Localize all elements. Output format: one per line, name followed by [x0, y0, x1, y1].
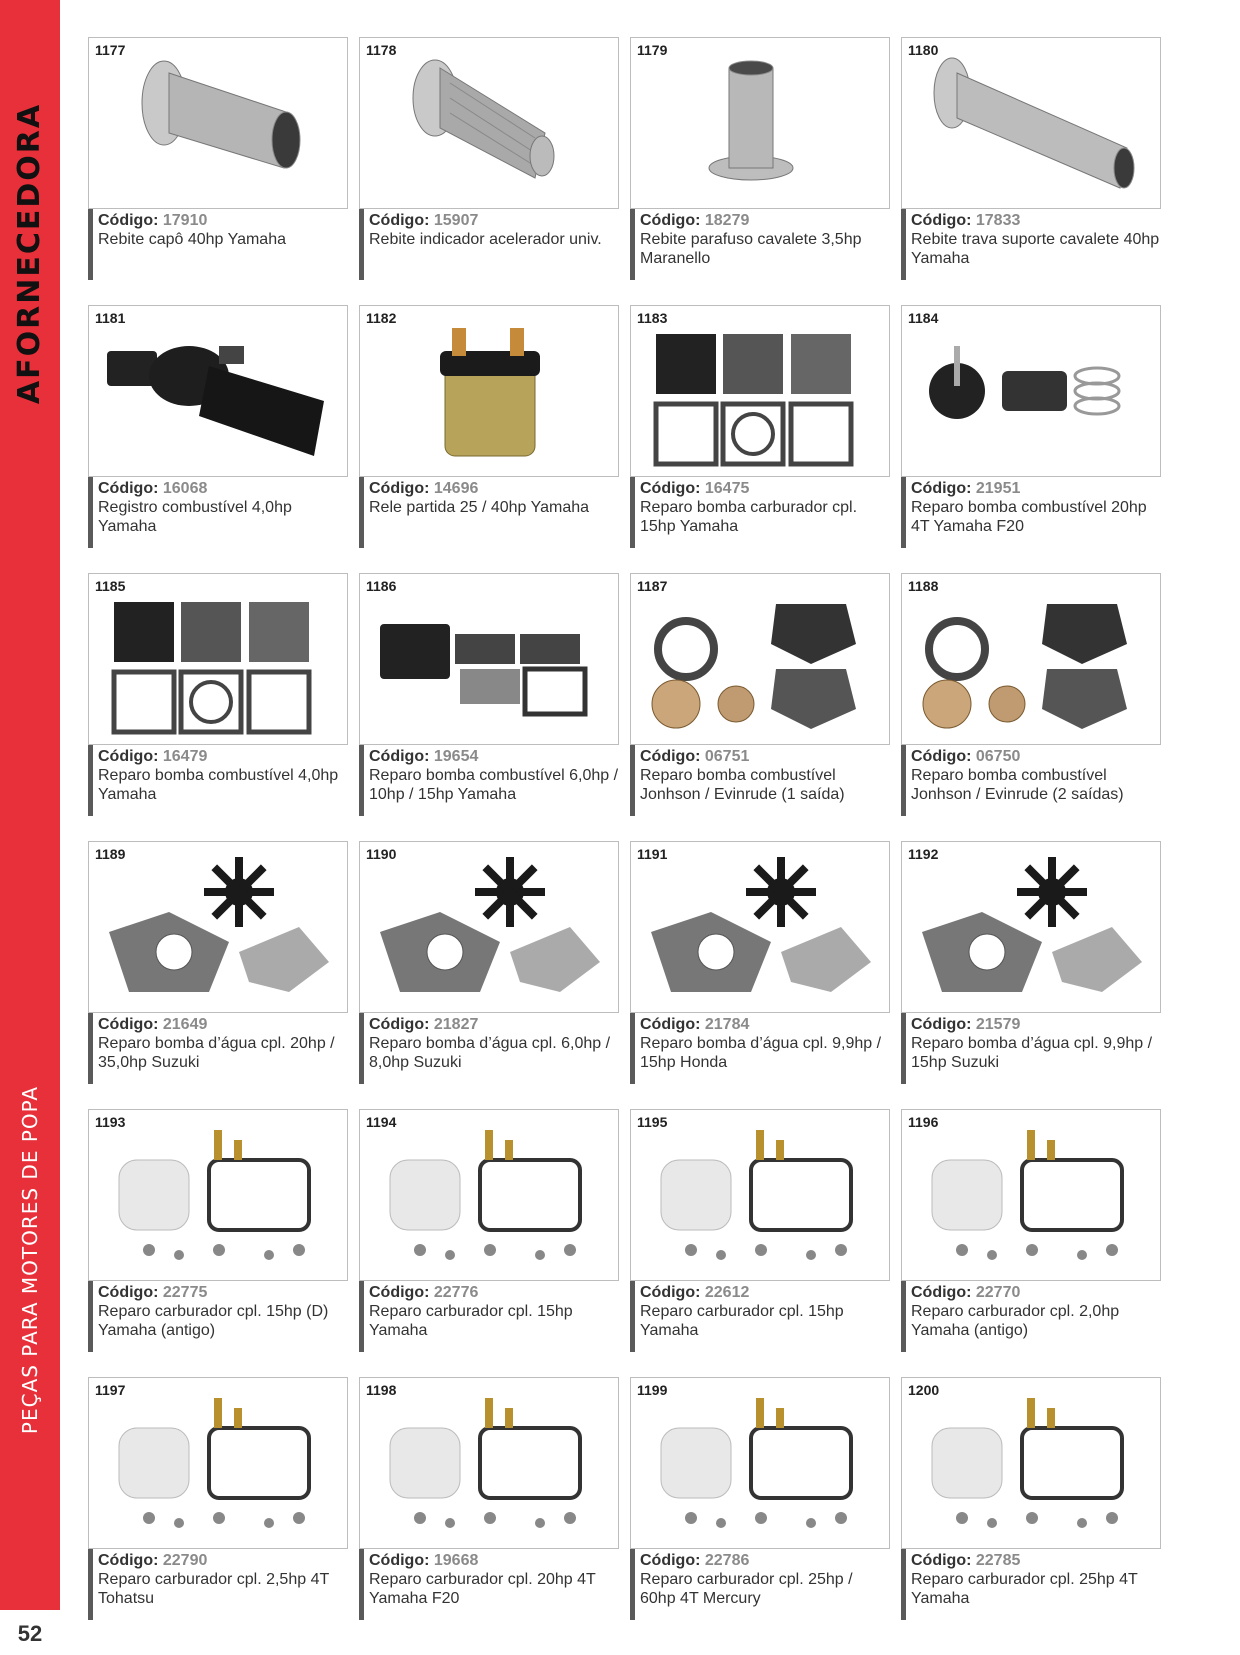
product-code: 21649: [162, 1016, 208, 1033]
product-code-line: [369, 1015, 619, 1034]
product-image: [630, 305, 890, 477]
product-card: [901, 1109, 1161, 1352]
item-number: 1195: [637, 1114, 668, 1130]
product-card: [88, 1377, 348, 1620]
product-description: Reparo bomba carburador cpl. 15hp Yamaha: [640, 499, 858, 535]
product-code-line: [369, 1283, 619, 1302]
item-number: 1178: [366, 42, 397, 58]
product-image: [630, 573, 890, 745]
product-code: 16475: [704, 480, 750, 497]
product-image: [88, 1109, 348, 1281]
product-code-line: [369, 211, 619, 230]
product-code-line: [369, 747, 619, 766]
item-number: 1192: [908, 846, 939, 862]
product-image: [359, 841, 619, 1013]
product-code: 06750: [975, 748, 1021, 765]
code-label: Código:: [911, 1016, 972, 1033]
product-image: [630, 1109, 890, 1281]
item-number: 1182: [366, 310, 397, 326]
product-card: [88, 305, 348, 548]
product-image: [359, 305, 619, 477]
product-description: Reparo carburador cpl. 15hp Yamaha: [369, 1303, 573, 1339]
product-info: [359, 1013, 619, 1084]
category-label: [8, 1080, 52, 1440]
product-code: 14696: [433, 480, 479, 497]
product-code: 22786: [704, 1552, 750, 1569]
item-number: 1184: [908, 310, 939, 326]
code-label: Código:: [640, 748, 701, 765]
product-image: [88, 573, 348, 745]
code-label: Código:: [369, 212, 430, 229]
product-code: 19654: [433, 748, 479, 765]
product-code-line: [640, 747, 890, 766]
product-description: Reparo bomba combustível 6,0hp / 10hp / 15hp Yamaha: [369, 767, 619, 803]
brand-name: AFORNECEDORA: [12, 102, 48, 404]
product-description: Rebite indicador acelerador univ.: [369, 231, 602, 248]
product-code: 15907: [433, 212, 479, 229]
product-description: Reparo carburador cpl. 15hp Yamaha: [640, 1303, 844, 1339]
product-code-line: [640, 1015, 890, 1034]
product-info: [359, 1281, 619, 1352]
product-image: [901, 573, 1161, 745]
product-info: [901, 745, 1161, 816]
code-label: Código:: [640, 1284, 701, 1301]
item-number: 1183: [637, 310, 668, 326]
product-code: 22776: [433, 1284, 479, 1301]
item-number: 1189: [95, 846, 126, 862]
product-card: [88, 841, 348, 1084]
product-image: [901, 1109, 1161, 1281]
item-number: 1188: [908, 578, 939, 594]
product-info: [630, 1013, 890, 1084]
product-info: [88, 1281, 348, 1352]
product-info: [359, 1549, 619, 1620]
item-number: 1177: [95, 42, 126, 58]
product-code-line: [98, 479, 348, 498]
product-description: Reparo carburador cpl. 25hp 4T Yamaha: [911, 1571, 1138, 1607]
product-image: [88, 841, 348, 1013]
product-code: 19668: [433, 1552, 479, 1569]
product-code: 21951: [975, 480, 1021, 497]
product-card: [88, 37, 348, 280]
product-info: [901, 1013, 1161, 1084]
product-code-line: [640, 1283, 890, 1302]
product-code-line: [98, 747, 348, 766]
code-label: Código:: [911, 1284, 972, 1301]
product-image: [88, 305, 348, 477]
item-number: 1200: [908, 1382, 940, 1398]
item-number: 1193: [95, 1114, 126, 1130]
product-info: [359, 745, 619, 816]
product-image: [901, 1377, 1161, 1549]
product-code-line: [911, 211, 1161, 230]
category-text: PEÇAS PARA MOTORES DE POPA: [18, 1085, 42, 1435]
product-info: [630, 745, 890, 816]
product-card: [630, 1109, 890, 1352]
product-description: Rebite capô 40hp Yamaha: [98, 231, 286, 248]
item-number: 1199: [637, 1382, 668, 1398]
sidebar: [0, 0, 60, 1610]
product-card: [901, 841, 1161, 1084]
product-image: [630, 37, 890, 209]
product-code: 22775: [162, 1284, 208, 1301]
product-code: 17833: [975, 212, 1021, 229]
product-image: [359, 1109, 619, 1281]
product-code-line: [98, 1015, 348, 1034]
product-code-line: [640, 211, 890, 230]
product-info: [359, 209, 619, 280]
product-card: [630, 37, 890, 280]
item-number: 1187: [637, 578, 668, 594]
item-number: 1179: [637, 42, 668, 58]
product-code: 21784: [704, 1016, 750, 1033]
code-label: Código:: [98, 212, 159, 229]
product-code: 17910: [162, 212, 208, 229]
product-card: [359, 841, 619, 1084]
product-code-line: [98, 211, 348, 230]
code-label: Código:: [98, 1284, 159, 1301]
product-description: Reparo carburador cpl. 2,0hp Yamaha (antigo): [911, 1303, 1120, 1339]
product-code: 21579: [975, 1016, 1021, 1033]
product-description: Reparo bomba d’água cpl. 9,9hp / 15hp Honda: [640, 1035, 882, 1071]
product-code-line: [911, 1015, 1161, 1034]
code-label: Código:: [640, 480, 701, 497]
product-card: [359, 305, 619, 548]
item-number: 1180: [908, 42, 939, 58]
product-info: [88, 745, 348, 816]
product-code-line: [98, 1283, 348, 1302]
product-image: [359, 573, 619, 745]
product-description: Rebite parafuso cavalete 3,5hp Maranello: [640, 231, 862, 267]
code-label: Código:: [911, 1552, 972, 1569]
product-description: Registro combustível 4,0hp Yamaha: [98, 499, 292, 535]
product-code: 06751: [704, 748, 750, 765]
product-info: [901, 477, 1161, 548]
product-code: 22770: [975, 1284, 1021, 1301]
product-description: Reparo carburador cpl. 25hp / 60hp 4T Mercury: [640, 1571, 853, 1607]
product-code-line: [369, 1551, 619, 1570]
product-code: 22612: [704, 1284, 750, 1301]
code-label: Código:: [911, 212, 972, 229]
code-label: Código:: [369, 1284, 430, 1301]
code-label: Código:: [911, 480, 972, 497]
product-description: Reparo bomba combustível 20hp 4T Yamaha F20: [911, 499, 1147, 535]
product-description: Reparo bomba d’água cpl. 9,9hp / 15hp Suzuki: [911, 1035, 1153, 1071]
product-info: [630, 477, 890, 548]
product-info: [88, 209, 348, 280]
product-description: Reparo carburador cpl. 15hp (D) Yamaha (antigo): [98, 1303, 329, 1339]
product-image: [901, 841, 1161, 1013]
product-info: [630, 1281, 890, 1352]
item-number: 1196: [908, 1114, 939, 1130]
code-label: Código:: [98, 1552, 159, 1569]
product-code: 16068: [162, 480, 208, 497]
product-image: [359, 1377, 619, 1549]
product-code: 22790: [162, 1552, 208, 1569]
product-code-line: [640, 479, 890, 498]
product-info: [901, 1549, 1161, 1620]
code-label: Código:: [98, 480, 159, 497]
product-info: [630, 209, 890, 280]
product-description: Reparo bomba d’água cpl. 20hp / 35,0hp Suzuki: [98, 1035, 335, 1071]
code-label: Código:: [369, 1552, 430, 1569]
item-number: 1194: [366, 1114, 397, 1130]
product-code-line: [911, 1551, 1161, 1570]
product-image: [359, 37, 619, 209]
product-card: [88, 1109, 348, 1352]
item-number: 1185: [95, 578, 126, 594]
product-card: [359, 573, 619, 816]
product-code-line: [911, 747, 1161, 766]
product-info: [901, 209, 1161, 280]
product-description: Reparo bomba combustível Jonhson / Evinrude (1 saída): [640, 767, 845, 803]
item-number: 1181: [95, 310, 126, 326]
code-label: Código:: [640, 1552, 701, 1569]
product-card: [901, 1377, 1161, 1620]
item-number: 1190: [366, 846, 397, 862]
product-info: [901, 1281, 1161, 1352]
product-info: [359, 477, 619, 548]
product-image: [630, 841, 890, 1013]
product-card: [630, 305, 890, 548]
product-description: Reparo carburador cpl. 20hp 4T Yamaha F20: [369, 1571, 596, 1607]
product-card: [359, 1377, 619, 1620]
product-description: Rele partida 25 / 40hp Yamaha: [369, 499, 590, 516]
code-label: Código:: [369, 748, 430, 765]
code-label: Código:: [98, 748, 159, 765]
product-image: [901, 305, 1161, 477]
product-code: 16479: [162, 748, 208, 765]
product-card: [901, 573, 1161, 816]
product-card: [630, 841, 890, 1084]
code-label: Código:: [640, 1016, 701, 1033]
product-card: [901, 37, 1161, 280]
product-description: Reparo bomba combustível 4,0hp Yamaha: [98, 767, 339, 803]
code-label: Código:: [98, 1016, 159, 1033]
item-number: 1191: [637, 846, 668, 862]
item-number: 1186: [366, 578, 397, 594]
product-code: 21827: [433, 1016, 479, 1033]
product-code-line: [98, 1551, 348, 1570]
product-code-line: [911, 479, 1161, 498]
product-info: [88, 1549, 348, 1620]
product-image: [901, 37, 1161, 209]
item-number: 1198: [366, 1382, 397, 1398]
product-card: [901, 305, 1161, 548]
product-code-line: [911, 1283, 1161, 1302]
product-code-line: [640, 1551, 890, 1570]
product-image: [630, 1377, 890, 1549]
product-description: Reparo carburador cpl. 2,5hp 4T Tohatsu: [98, 1571, 329, 1607]
product-description: Reparo bomba d’água cpl. 6,0hp / 8,0hp Suzuki: [369, 1035, 611, 1071]
product-info: [88, 1013, 348, 1084]
product-code: 22785: [975, 1552, 1021, 1569]
product-description: Rebite trava suporte cavalete 40hp Yamaha: [911, 231, 1160, 267]
product-code-line: [369, 479, 619, 498]
product-grid: [88, 37, 1161, 1620]
product-card: [359, 37, 619, 280]
code-label: Código:: [369, 480, 430, 497]
product-code: 18279: [704, 212, 750, 229]
product-info: [630, 1549, 890, 1620]
code-label: Código:: [640, 212, 701, 229]
product-image: [88, 1377, 348, 1549]
brand-logo: [8, 102, 52, 404]
item-number: 1197: [95, 1382, 126, 1398]
product-info: [88, 477, 348, 548]
product-card: [630, 1377, 890, 1620]
product-card: [359, 1109, 619, 1352]
product-card: [630, 573, 890, 816]
code-label: Código:: [369, 1016, 430, 1033]
page-number: 52: [17, 1620, 43, 1646]
product-description: Reparo bomba combustível Jonhson / Evinrude (2 saídas): [911, 767, 1124, 803]
code-label: Código:: [911, 748, 972, 765]
product-image: [88, 37, 348, 209]
product-card: [88, 573, 348, 816]
